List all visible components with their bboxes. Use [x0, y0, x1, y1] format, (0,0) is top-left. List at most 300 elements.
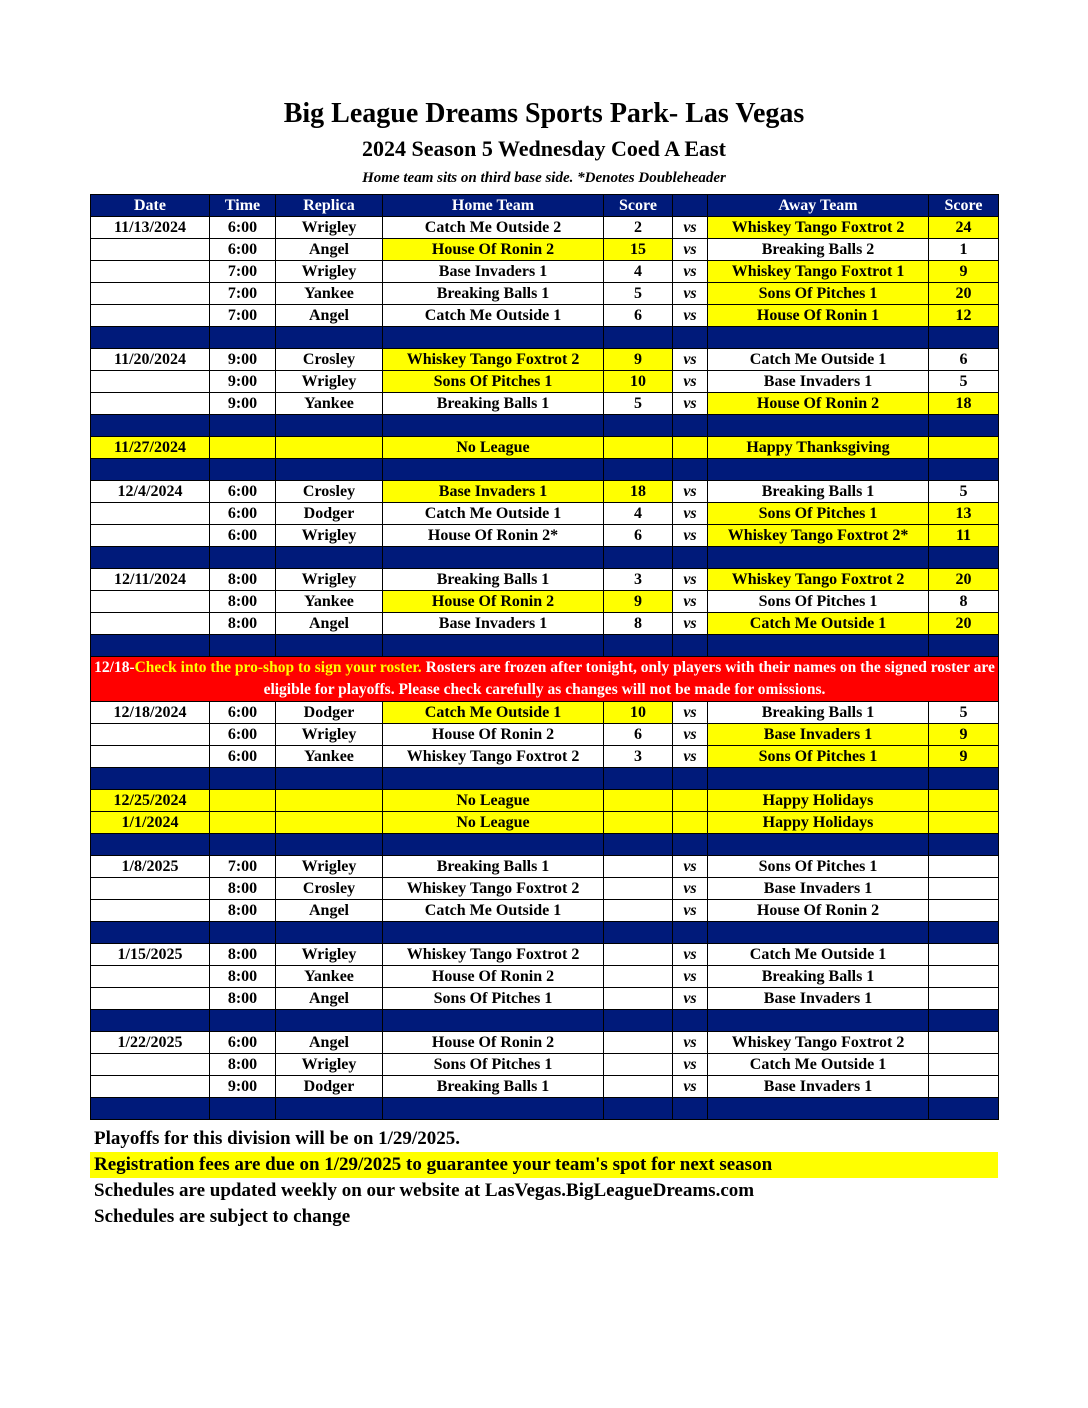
away-team-cell: Breaking Balls 1: [708, 702, 929, 724]
away-team-cell: Whiskey Tango Foxtrot 2*: [708, 525, 929, 547]
vs-cell: vs: [673, 702, 708, 724]
date-cell: 11/27/2024: [91, 437, 210, 459]
time-cell: 8:00: [210, 988, 276, 1010]
separator-cell: [673, 635, 708, 657]
page-subtitle: 2024 Season 5 Wednesday Coed A East: [362, 136, 726, 161]
home-team-cell: Sons Of Pitches 1: [383, 1054, 604, 1076]
home-score-cell: 6: [604, 724, 673, 746]
time-cell: 7:00: [210, 305, 276, 327]
away-team-cell: Catch Me Outside 1: [708, 1054, 929, 1076]
field-cell: Wrigley: [276, 856, 383, 878]
date-cell: [91, 393, 210, 415]
vs-cell: vs: [673, 261, 708, 283]
field-cell: Yankee: [276, 591, 383, 613]
date-cell: [91, 305, 210, 327]
date-cell: [91, 283, 210, 305]
separator-cell: [91, 459, 210, 481]
time-cell: 8:00: [210, 591, 276, 613]
week-separator-row: [91, 768, 999, 790]
vs-cell: vs: [673, 217, 708, 239]
game-row: [91, 393, 999, 415]
vs-cell: vs: [673, 1032, 708, 1054]
game-row: [91, 481, 999, 503]
separator-cell: [91, 1010, 210, 1032]
date-cell: 12/11/2024: [91, 569, 210, 591]
home-score-cell: [604, 790, 673, 812]
home-team-cell: Breaking Balls 1: [383, 393, 604, 415]
vs-cell: vs: [673, 305, 708, 327]
time-cell: 6:00: [210, 724, 276, 746]
home-score-cell: [604, 1076, 673, 1098]
home-team-cell: House Of Ronin 2: [383, 1032, 604, 1054]
time-cell: 8:00: [210, 1054, 276, 1076]
time-cell: 6:00: [210, 503, 276, 525]
date-cell: [91, 724, 210, 746]
separator-cell: [383, 635, 604, 657]
time-cell: 8:00: [210, 900, 276, 922]
field-cell: Yankee: [276, 966, 383, 988]
home-team-cell: House Of Ronin 2: [383, 724, 604, 746]
home-score-cell: 8: [604, 613, 673, 635]
col-time: Time: [210, 195, 276, 217]
separator-cell: [929, 547, 999, 569]
date-cell: [91, 988, 210, 1010]
field-cell: [276, 790, 383, 812]
schedule-table: [90, 194, 999, 1120]
game-row: [91, 613, 999, 635]
date-cell: [91, 261, 210, 283]
separator-cell: [604, 768, 673, 790]
game-row: [91, 724, 999, 746]
game-row: [91, 966, 999, 988]
separator-cell: [276, 327, 383, 349]
separator-cell: [673, 327, 708, 349]
away-team-cell: Base Invaders 1: [708, 1076, 929, 1098]
away-team-cell: Base Invaders 1: [708, 988, 929, 1010]
separator-cell: [210, 834, 276, 856]
home-team-cell: Breaking Balls 1: [383, 856, 604, 878]
separator-cell: [210, 635, 276, 657]
home-team-cell: Base Invaders 1: [383, 261, 604, 283]
away-team-cell: Base Invaders 1: [708, 371, 929, 393]
away-team-cell: Sons Of Pitches 1: [708, 746, 929, 768]
game-row: [91, 746, 999, 768]
week-separator-row: [91, 834, 999, 856]
away-team-cell: Base Invaders 1: [708, 878, 929, 900]
separator-cell: [276, 1010, 383, 1032]
separator-cell: [604, 1098, 673, 1120]
page-title: Big League Dreams Sports Park- Las Vegas: [283, 98, 805, 129]
home-team-cell: House Of Ronin 2: [383, 591, 604, 613]
holiday-label: Happy Holidays: [708, 790, 929, 812]
separator-cell: [210, 459, 276, 481]
game-row: [91, 944, 999, 966]
date-cell: [91, 878, 210, 900]
separator-cell: [708, 1098, 929, 1120]
away-score-cell: 9: [929, 746, 999, 768]
time-cell: 8:00: [210, 613, 276, 635]
registration-note: Registration fees are due on 1/29/2025 to guarantee your team's spot for next season: [90, 1152, 998, 1178]
home-score-cell: [604, 1032, 673, 1054]
away-score-cell: 20: [929, 613, 999, 635]
time-cell: 7:00: [210, 856, 276, 878]
field-cell: Angel: [276, 1032, 383, 1054]
field-cell: Yankee: [276, 746, 383, 768]
separator-cell: [276, 547, 383, 569]
separator-cell: [673, 459, 708, 481]
home-score-cell: 15: [604, 239, 673, 261]
separator-cell: [383, 1098, 604, 1120]
vs-cell: vs: [673, 239, 708, 261]
date-cell: [91, 746, 210, 768]
col-away-score: Score: [929, 195, 999, 217]
away-team-cell: Whiskey Tango Foxtrot 2: [708, 217, 929, 239]
date-cell: 1/22/2025: [91, 1032, 210, 1054]
vs-cell: [673, 812, 708, 834]
time-cell: 6:00: [210, 239, 276, 261]
away-team-cell: Sons Of Pitches 1: [708, 856, 929, 878]
separator-cell: [929, 327, 999, 349]
col-away-team: Away Team: [708, 195, 929, 217]
no-league-row: [91, 790, 999, 812]
field-cell: Wrigley: [276, 1054, 383, 1076]
field-cell: Dodger: [276, 503, 383, 525]
separator-cell: [929, 834, 999, 856]
away-team-cell: Whiskey Tango Foxtrot 2: [708, 569, 929, 591]
away-team-cell: Whiskey Tango Foxtrot 2: [708, 1032, 929, 1054]
date-cell: [91, 371, 210, 393]
away-score-cell: 5: [929, 481, 999, 503]
separator-cell: [708, 834, 929, 856]
separator-cell: [276, 922, 383, 944]
home-score-cell: 2: [604, 217, 673, 239]
date-cell: [91, 966, 210, 988]
separator-cell: [210, 1010, 276, 1032]
game-row: [91, 988, 999, 1010]
separator-cell: [91, 1098, 210, 1120]
separator-cell: [673, 415, 708, 437]
away-score-cell: 6: [929, 349, 999, 371]
separator-cell: [276, 635, 383, 657]
time-cell: [210, 437, 276, 459]
home-team-cell: Catch Me Outside 1: [383, 900, 604, 922]
away-team-cell: Sons Of Pitches 1: [708, 283, 929, 305]
separator-cell: [929, 415, 999, 437]
field-cell: Wrigley: [276, 525, 383, 547]
away-team-cell: Breaking Balls 1: [708, 966, 929, 988]
separator-cell: [210, 922, 276, 944]
vs-cell: vs: [673, 1054, 708, 1076]
away-score-cell: 18: [929, 393, 999, 415]
away-team-cell: Base Invaders 1: [708, 724, 929, 746]
home-score-cell: 9: [604, 591, 673, 613]
home-score-cell: 10: [604, 702, 673, 724]
separator-cell: [929, 922, 999, 944]
separator-cell: [383, 415, 604, 437]
separator-cell: [276, 768, 383, 790]
game-row: [91, 1076, 999, 1098]
separator-cell: [276, 459, 383, 481]
date-cell: [91, 613, 210, 635]
week-separator-row: [91, 635, 999, 657]
playoffs-note: Playoffs for this division will be on 1/29/2025.: [94, 1128, 460, 1149]
separator-cell: [91, 922, 210, 944]
home-team-cell: Catch Me Outside 1: [383, 702, 604, 724]
game-row: [91, 702, 999, 724]
col-date: Date: [91, 195, 210, 217]
date-cell: [91, 503, 210, 525]
roster-notice-row: [91, 657, 999, 702]
separator-cell: [708, 922, 929, 944]
home-score-cell: [604, 1054, 673, 1076]
field-cell: Wrigley: [276, 724, 383, 746]
date-cell: 1/15/2025: [91, 944, 210, 966]
game-row: [91, 239, 999, 261]
week-separator-row: [91, 327, 999, 349]
holiday-label: Happy Holidays: [708, 812, 929, 834]
week-separator-row: [91, 415, 999, 437]
vs-cell: vs: [673, 591, 708, 613]
home-team-cell: Catch Me Outside 1: [383, 503, 604, 525]
no-league-row: [91, 812, 999, 834]
week-separator-row: [91, 922, 999, 944]
separator-cell: [929, 459, 999, 481]
notice-text: Rosters are frozen after tonight, only players with their names on the signed roster are eligible for playoffs. Please check carefully as changes will not be made for omissions.: [263, 659, 995, 698]
home-score-cell: [604, 988, 673, 1010]
away-score-cell: 5: [929, 702, 999, 724]
time-cell: 6:00: [210, 1032, 276, 1054]
separator-cell: [276, 1098, 383, 1120]
vs-cell: vs: [673, 569, 708, 591]
roster-notice: [91, 657, 999, 702]
away-score-cell: 13: [929, 503, 999, 525]
separator-cell: [383, 1010, 604, 1032]
home-score-cell: 6: [604, 305, 673, 327]
away-team-cell: Whiskey Tango Foxtrot 1: [708, 261, 929, 283]
away-score-cell: [929, 1054, 999, 1076]
home-team-cell: Breaking Balls 1: [383, 283, 604, 305]
separator-cell: [210, 768, 276, 790]
away-score-cell: [929, 878, 999, 900]
separator-cell: [91, 547, 210, 569]
time-cell: 7:00: [210, 261, 276, 283]
game-row: [91, 349, 999, 371]
away-score-cell: [929, 988, 999, 1010]
date-cell: 11/20/2024: [91, 349, 210, 371]
away-score-cell: [929, 944, 999, 966]
vs-cell: vs: [673, 393, 708, 415]
time-cell: 6:00: [210, 217, 276, 239]
away-team-cell: Breaking Balls 1: [708, 481, 929, 503]
time-cell: 9:00: [210, 393, 276, 415]
away-team-cell: House Of Ronin 2: [708, 393, 929, 415]
home-score-cell: [604, 878, 673, 900]
date-cell: [91, 591, 210, 613]
game-row: [91, 856, 999, 878]
home-team-cell: Catch Me Outside 1: [383, 305, 604, 327]
game-row: [91, 525, 999, 547]
home-team-cell: Catch Me Outside 2: [383, 217, 604, 239]
home-score-cell: [604, 812, 673, 834]
game-row: [91, 569, 999, 591]
field-cell: Wrigley: [276, 944, 383, 966]
field-cell: [276, 437, 383, 459]
home-score-cell: 5: [604, 393, 673, 415]
away-score-cell: 20: [929, 283, 999, 305]
vs-cell: vs: [673, 856, 708, 878]
field-cell: Crosley: [276, 481, 383, 503]
no-league-label: No League: [383, 437, 604, 459]
week-separator-row: [91, 459, 999, 481]
away-score-cell: 9: [929, 724, 999, 746]
time-cell: 6:00: [210, 525, 276, 547]
date-cell: 1/8/2025: [91, 856, 210, 878]
game-row: [91, 878, 999, 900]
field-cell: Angel: [276, 988, 383, 1010]
away-score-cell: [929, 966, 999, 988]
away-score-cell: 12: [929, 305, 999, 327]
separator-cell: [383, 459, 604, 481]
away-score-cell: 1: [929, 239, 999, 261]
time-cell: 8:00: [210, 944, 276, 966]
vs-cell: vs: [673, 966, 708, 988]
time-cell: 6:00: [210, 746, 276, 768]
field-cell: Angel: [276, 305, 383, 327]
home-team-cell: Base Invaders 1: [383, 481, 604, 503]
field-cell: Dodger: [276, 702, 383, 724]
notice-date: 12/18-: [94, 659, 135, 676]
time-cell: 9:00: [210, 349, 276, 371]
separator-cell: [210, 547, 276, 569]
field-cell: Wrigley: [276, 261, 383, 283]
vs-cell: vs: [673, 746, 708, 768]
home-score-cell: [604, 437, 673, 459]
footer-notes: [90, 1126, 998, 1230]
separator-cell: [673, 1098, 708, 1120]
away-score-cell: 20: [929, 569, 999, 591]
week-separator-row: [91, 547, 999, 569]
field-cell: Wrigley: [276, 217, 383, 239]
game-row: [91, 900, 999, 922]
date-cell: 12/25/2024: [91, 790, 210, 812]
separator-cell: [604, 635, 673, 657]
home-score-cell: 9: [604, 349, 673, 371]
game-row: [91, 371, 999, 393]
separator-cell: [929, 1098, 999, 1120]
vs-cell: vs: [673, 481, 708, 503]
home-team-cell: Base Invaders 1: [383, 613, 604, 635]
time-cell: [210, 790, 276, 812]
away-team-cell: Catch Me Outside 1: [708, 613, 929, 635]
vs-cell: vs: [673, 283, 708, 305]
field-cell: Crosley: [276, 878, 383, 900]
time-cell: 7:00: [210, 283, 276, 305]
field-cell: Yankee: [276, 393, 383, 415]
field-cell: Dodger: [276, 1076, 383, 1098]
home-score-cell: 5: [604, 283, 673, 305]
separator-cell: [383, 547, 604, 569]
date-cell: 12/18/2024: [91, 702, 210, 724]
time-cell: 8:00: [210, 569, 276, 591]
game-row: [91, 283, 999, 305]
home-score-cell: 10: [604, 371, 673, 393]
separator-cell: [604, 922, 673, 944]
time-cell: 9:00: [210, 1076, 276, 1098]
away-score-cell: [929, 790, 999, 812]
separator-cell: [708, 768, 929, 790]
date-cell: [91, 525, 210, 547]
time-cell: 8:00: [210, 878, 276, 900]
home-team-cell: Breaking Balls 1: [383, 1076, 604, 1098]
no-league-row: [91, 437, 999, 459]
vs-cell: vs: [673, 349, 708, 371]
separator-cell: [673, 922, 708, 944]
separator-cell: [383, 922, 604, 944]
home-score-cell: 4: [604, 503, 673, 525]
date-cell: [91, 1076, 210, 1098]
separator-cell: [708, 327, 929, 349]
separator-cell: [604, 415, 673, 437]
separator-cell: [91, 635, 210, 657]
date-cell: [91, 239, 210, 261]
vs-cell: vs: [673, 878, 708, 900]
holiday-label: Happy Thanksgiving: [708, 437, 929, 459]
home-team-cell: Sons Of Pitches 1: [383, 371, 604, 393]
website-note: Schedules are updated weekly on our website at LasVegas.BigLeagueDreams.com: [94, 1180, 755, 1201]
date-cell: 11/13/2024: [91, 217, 210, 239]
home-score-cell: 4: [604, 261, 673, 283]
field-cell: Wrigley: [276, 371, 383, 393]
col-home-team: Home Team: [383, 195, 604, 217]
separator-cell: [383, 834, 604, 856]
separator-cell: [91, 834, 210, 856]
game-row: [91, 261, 999, 283]
game-row: [91, 591, 999, 613]
away-team-cell: House Of Ronin 2: [708, 900, 929, 922]
separator-cell: [210, 1098, 276, 1120]
field-cell: Crosley: [276, 349, 383, 371]
vs-cell: vs: [673, 1076, 708, 1098]
date-cell: 12/4/2024: [91, 481, 210, 503]
time-cell: 6:00: [210, 481, 276, 503]
field-cell: [276, 812, 383, 834]
notice-highlight: Check into the pro-shop to sign your roster.: [134, 659, 422, 676]
home-score-cell: [604, 944, 673, 966]
home-score-cell: [604, 856, 673, 878]
away-score-cell: 9: [929, 261, 999, 283]
separator-cell: [91, 327, 210, 349]
date-cell: 1/1/2024: [91, 812, 210, 834]
vs-cell: vs: [673, 900, 708, 922]
separator-cell: [708, 635, 929, 657]
col-replica: Replica: [276, 195, 383, 217]
no-league-label: No League: [383, 812, 604, 834]
away-score-cell: 11: [929, 525, 999, 547]
field-cell: Wrigley: [276, 569, 383, 591]
separator-cell: [210, 415, 276, 437]
away-score-cell: 24: [929, 217, 999, 239]
separator-cell: [708, 459, 929, 481]
away-team-cell: Breaking Balls 2: [708, 239, 929, 261]
home-team-cell: Whiskey Tango Foxtrot 2: [383, 746, 604, 768]
separator-cell: [673, 1010, 708, 1032]
separator-cell: [604, 327, 673, 349]
vs-cell: vs: [673, 371, 708, 393]
away-score-cell: 5: [929, 371, 999, 393]
separator-cell: [929, 1010, 999, 1032]
separator-cell: [673, 547, 708, 569]
away-score-cell: [929, 1032, 999, 1054]
